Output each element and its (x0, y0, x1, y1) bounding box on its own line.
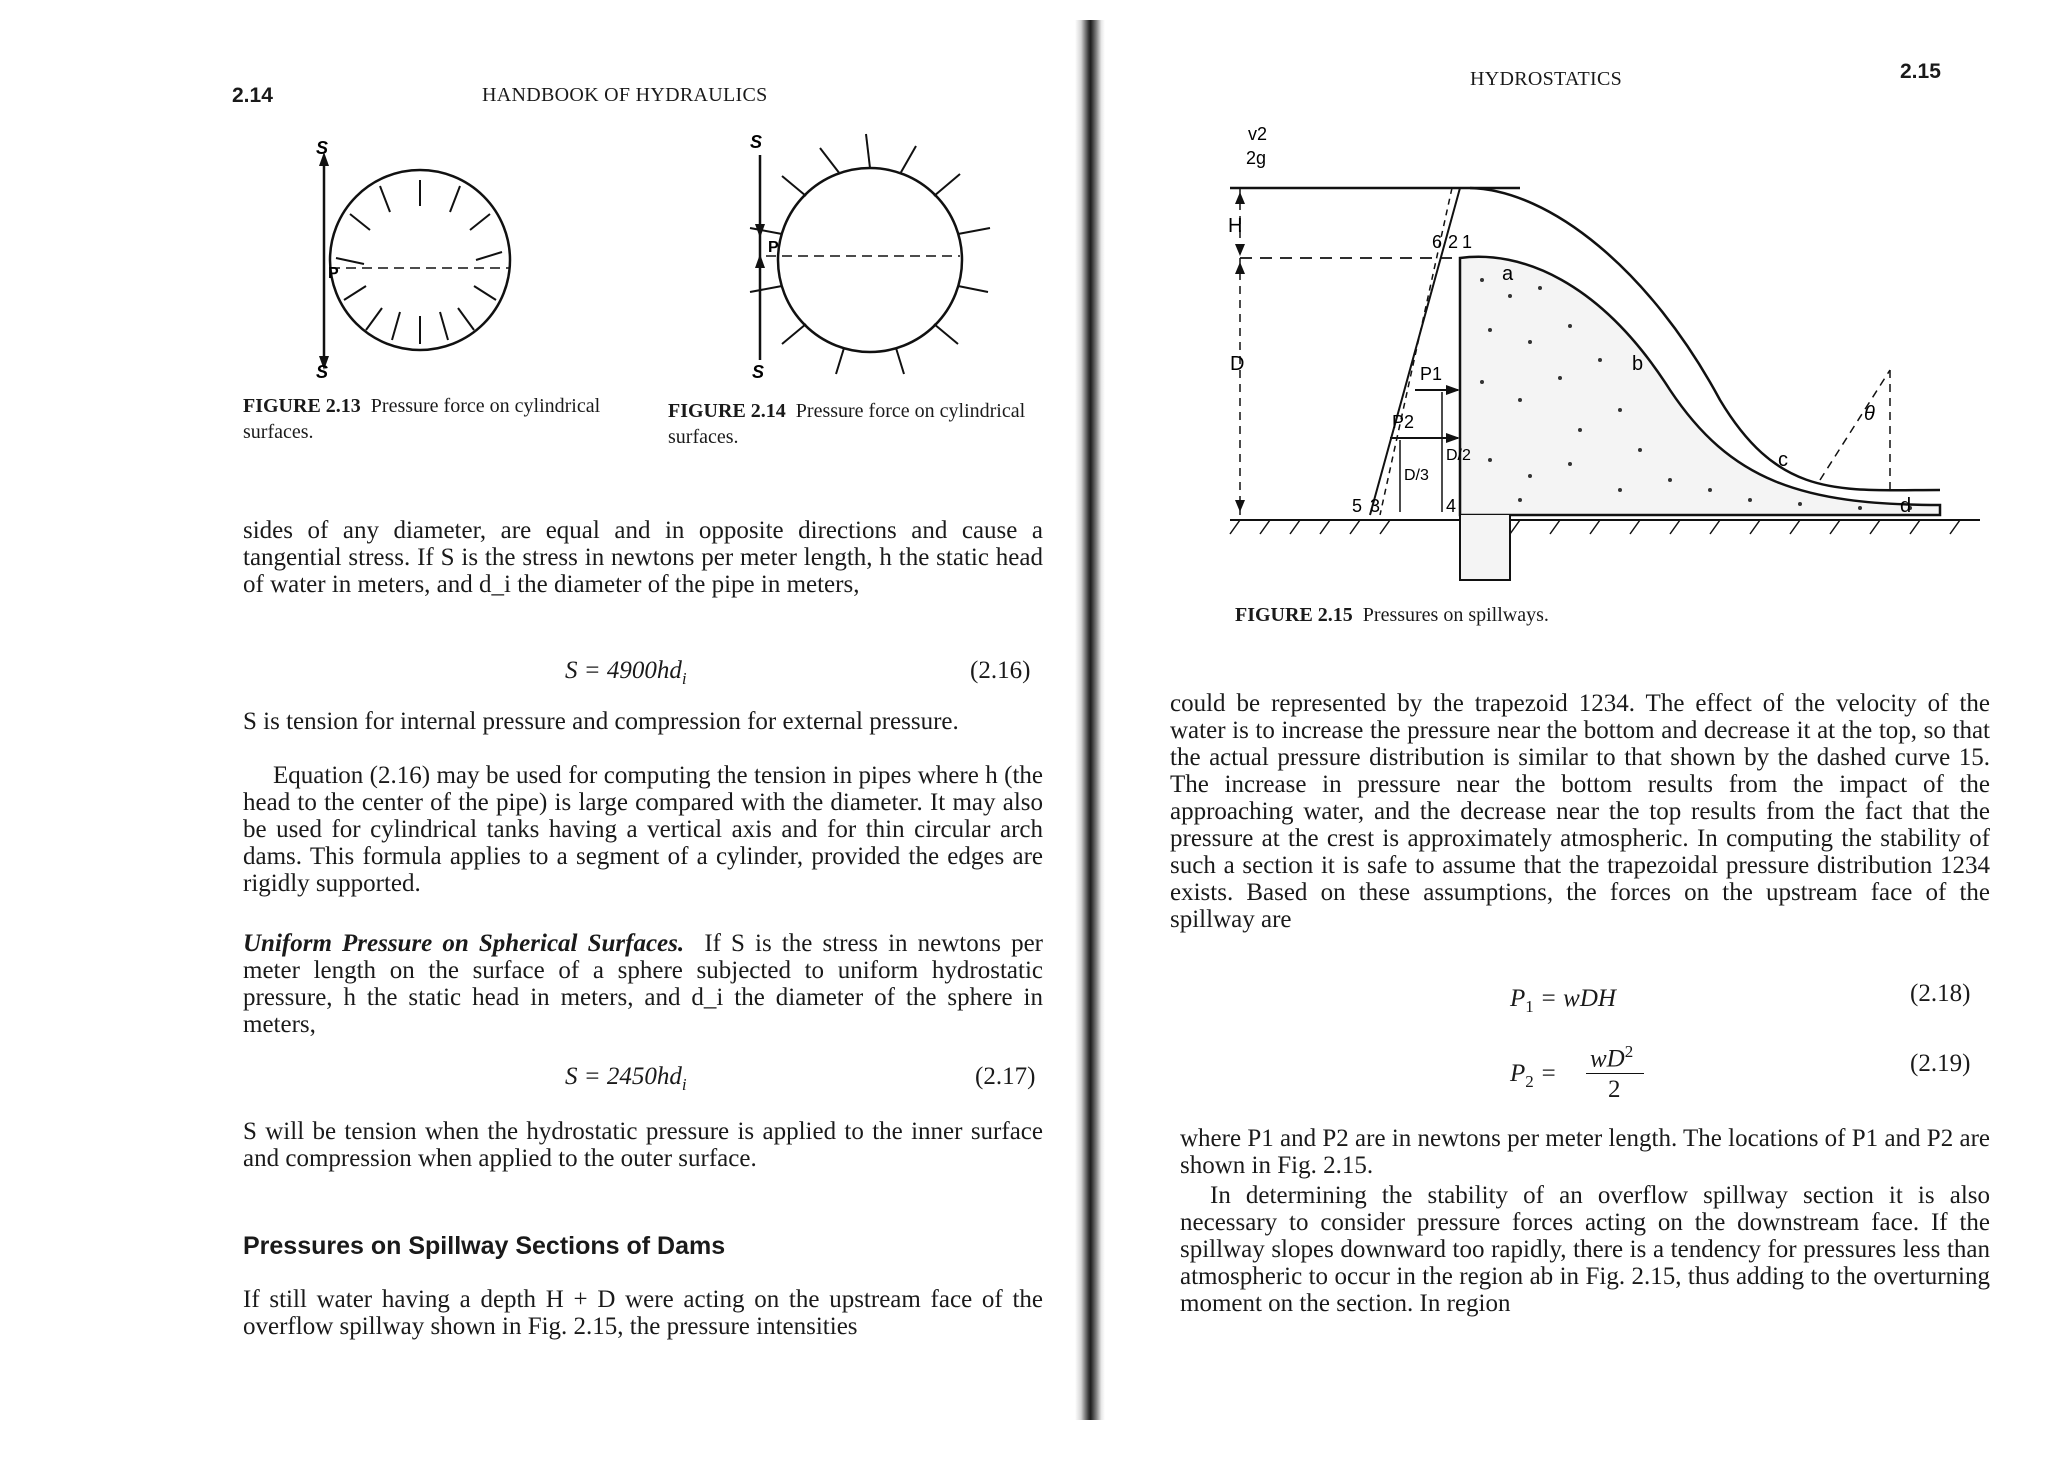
caption-fig-2-13 (243, 393, 613, 445)
fig15-label: FIGURE 2.15 (1235, 604, 1353, 626)
paragraph-5: S will be tension when the hydrostatic pressure is applied to the inner surface and compression when applied to the outer surface. (243, 1118, 1043, 1172)
fig15-P1: P1 (1420, 364, 1443, 384)
paragraph-1: sides of any diameter, are equal and in opposite directions and cause a tangential stress. If S is the stress in newtons per meter length, h the static head of water in meters, and d_i the diameter of the pipe in meters, (243, 517, 1043, 598)
spherical-surfaces-heading: Uniform Pressure on Spherical Surfaces. (243, 930, 685, 957)
eq18-rhs: wDH (1563, 985, 1616, 1012)
paragraph-3: Equation (2.16) may be used for computing the tension in pipes where h (the head to the center of the pipe) is large compared with the diameter. It may also be used for cylindrical tanks having a vertical axis and for thin circular arch dams. This formula applies to a segment of a cylinder, provided the edges are rigidly supported. (243, 762, 1043, 897)
eq16-lhs: S (565, 657, 578, 684)
paragraph-6: If still water having a depth H + D were acting on the upstream face of the overflow spillway shown in Fig. 2.15, the pressure intensities (243, 1286, 1043, 1340)
figure-2-14 (720, 130, 1020, 380)
fig15-4: 4 (1446, 496, 1457, 516)
fig13-s-bottom: S (316, 362, 329, 380)
eq19-sub: 2 (1525, 1072, 1534, 1091)
equation-2-19: $P_2$ = $wD^2$ 2 (1510, 1042, 1730, 1112)
eq18-number: (2.18) (1910, 980, 1971, 1007)
fig15-d: d (1900, 495, 1912, 517)
fig14-p: P (768, 239, 779, 256)
eq19-denominator: 2 (1608, 1076, 1621, 1103)
running-head-left: HANDBOOK OF HYDRAULICS (482, 84, 768, 106)
fig13-label: FIGURE 2.13 (243, 395, 361, 417)
equation-2-18: $P_1$ = wDH (1510, 985, 1616, 1016)
outward-arrows (750, 134, 990, 374)
eq17-sub: i (681, 1075, 687, 1094)
fig14-caption-text: Pressure force on cylindrical surfaces. (668, 400, 1026, 448)
fig15-1: 1 (1462, 232, 1473, 252)
page-number-left: 2.14 (232, 84, 273, 107)
eq18-lhs: P (1510, 985, 1526, 1012)
figure-2-13 (290, 140, 550, 380)
equation-2-16: $S = 4900hd_i$ (565, 657, 687, 688)
eq19-sup: 2 (1624, 1042, 1634, 1061)
inward-arrows (336, 180, 502, 344)
fig15-b: b (1632, 353, 1644, 375)
eq16-number: (2.16) (970, 657, 1031, 684)
fig15-v2: v2 (1248, 124, 1268, 144)
section-heading-spillway: Pressures on Spillway Sections of Dams (243, 1232, 726, 1260)
paragraph-2: S is tension for internal pressure and compression for external pressure. (243, 708, 959, 735)
fig15-H: H (1228, 215, 1243, 237)
fig15-D2: D/2 (1446, 447, 1471, 464)
right-page (1090, 0, 2048, 1469)
eq17-number: (2.17) (975, 1063, 1036, 1090)
fig13-s-top: S (316, 140, 329, 158)
fig15-c: c (1778, 449, 1788, 471)
fig14-s-bottom: S (752, 362, 765, 380)
paragraph-r3: In determining the stability of an overflow spillway section it is also necessary to consider pressure forces acting on the downstream face. If the spillway slopes downward too rapidly, there is a tendency for pressures less than atmospheric to occur in the region ab in Fig. 2.15, thus adding to the overturning moment on the section. In region (1180, 1182, 1990, 1317)
eq16-rhs: 4900hd (606, 657, 682, 684)
paragraph-r1: could be represented by the trapezoid 1234. The effect of the velocity of the water is to increase the pressure near the bottom and decrease it at the top, so that the actual pressure distribution is similar to that shown by the dashed curve 15. The increase in pressure near the bottom results from the impact of the approaching water, and the decrease near the top results from the fact that the pressure at the crest is approximately atmospheric. In computing the stability of such a section it is safe to assume that the trapezoidal pressure distribution 1234 exists. Based on these assumptions, the forces on the upstream face of the spillway are (1170, 690, 1990, 933)
eq19-lhs: P (1510, 1060, 1526, 1087)
running-head-right: HYDROSTATICS (1470, 68, 1623, 90)
paragraph-r2: where P1 and P2 are in newtons per meter length. The locations of P1 and P2 are shown in Fig. 2.15. (1180, 1125, 1990, 1179)
fig15-theta: θ (1864, 403, 1875, 425)
eq16-sub: i (681, 669, 687, 688)
fig15-D3: D/3 (1404, 467, 1429, 484)
ground-hatch (1230, 520, 1960, 534)
fig15-3: 3 (1370, 496, 1381, 516)
fig15-2g: 2g (1246, 148, 1267, 168)
fig15-a: a (1502, 263, 1514, 285)
eq19-numerator: wD (1590, 1045, 1625, 1073)
eq19-number: (2.19) (1910, 1050, 1971, 1077)
eq17-lhs: S (565, 1063, 578, 1090)
fig13-caption-text: Pressure force on cylindrical surfaces. (243, 395, 601, 443)
fig15-6: 6 (1432, 232, 1443, 252)
fig13-p: P (328, 265, 339, 282)
fig15-5: 5 (1352, 496, 1363, 516)
paragraph-4 (243, 930, 1043, 1038)
figure-2-15 (1220, 120, 2000, 600)
eq18-sub: 1 (1525, 997, 1534, 1016)
caption-fig-2-15 (1235, 602, 1835, 628)
fig15-P2: P2 (1392, 412, 1415, 432)
fig14-s-top: S (750, 132, 763, 152)
eq17-rhs: 2450hd (606, 1063, 682, 1090)
fig15-D: D (1230, 353, 1245, 375)
fig14-label: FIGURE 2.14 (668, 400, 786, 422)
caption-fig-2-14 (668, 398, 1048, 450)
paragraph-4-body: If S is the stress in newtons per meter length on the surface of a sphere subjected to uniform hydrostatic pressure, h the static head in meters, and d_i the diameter of the sphere in meters, (243, 930, 1043, 1038)
fig15-2: 2 (1448, 232, 1459, 252)
fig15-caption-text: Pressures on spillways. (1362, 604, 1549, 626)
equation-2-17: $S = 2450hd_i$ (565, 1063, 687, 1094)
page-number-right: 2.15 (1900, 60, 1941, 83)
